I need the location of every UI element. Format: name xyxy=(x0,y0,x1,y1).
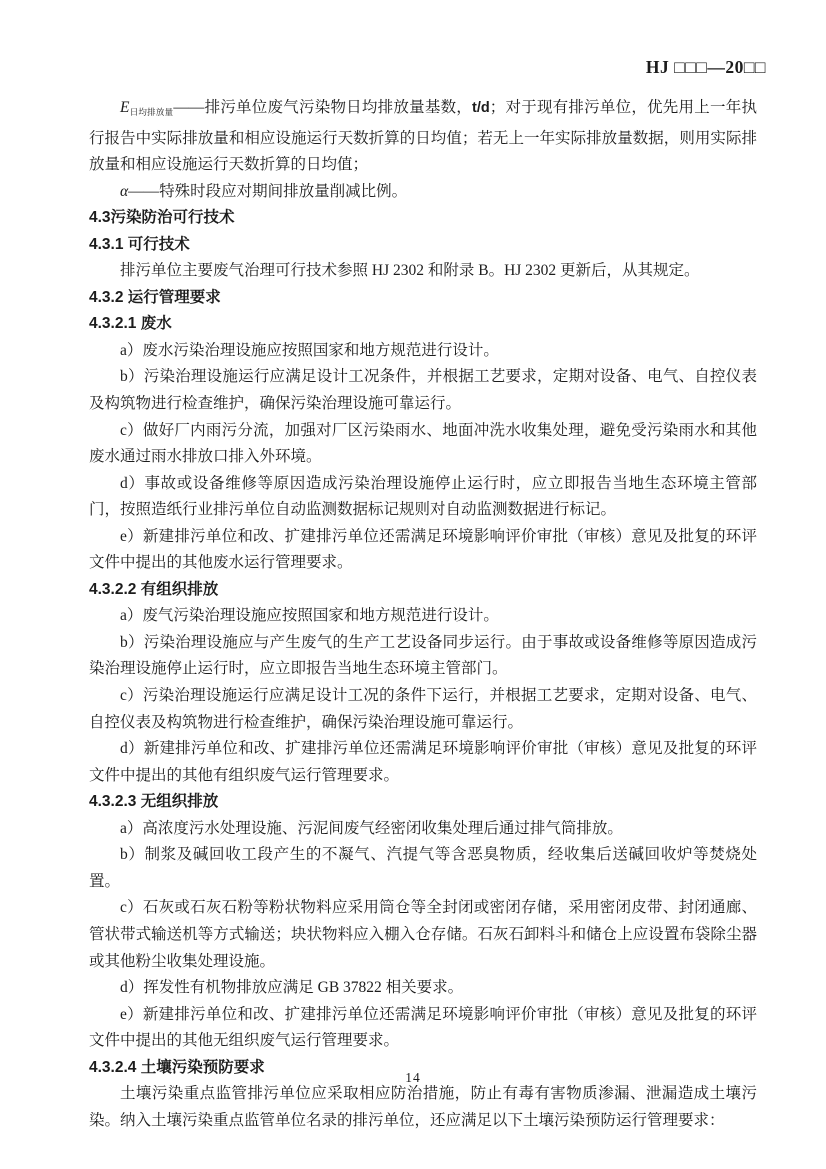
list-item-organized-b: b）污染治理设施应与产生废气的生产工艺设备同步运行。由于事故或设备维修等原因造成污染治理设施停止运行时，应立即报告当地生态环境主管部门。 xyxy=(89,633,757,678)
list-item-fugitive-e: e）新建排污单位和改、扩建排污单位还需满足环境影响评价审批（审核）意见及批复的环评文件中提出的其他无组织废气运行管理要求。 xyxy=(89,1005,757,1050)
paragraph-4-3-2-4: 土壤污染重点监管排污单位应采取相应防治措施，防止有毒有害物质渗漏、泄漏造成土壤污染。纳入土壤污染重点监管单位名录的排污单位，还应满足以下土壤污染预防运行管理要求： xyxy=(89,1085,757,1129)
section-heading-4-3-2-3: 4.3.2.3 无组织排放 xyxy=(89,793,219,811)
list-item-wastewater-b: b）污染治理设施运行应满足设计工况条件，并根据工艺要求，定期对设备、电气、自控仪表及构筑物进行检查维护，确保污染治理设施可靠运行。 xyxy=(89,368,757,413)
list-item-wastewater-e: e）新建排污单位和改、扩建排污单位还需满足环境影响评价审批（审核）意见及批复的环评文件中提出的其他废水运行管理要求。 xyxy=(89,527,757,572)
paragraph-4-3-1: 排污单位主要废气治理可行技术参照 HJ 2302 和附录 B。HJ 2302 更新后，从其规定。 xyxy=(120,262,700,280)
document-body xyxy=(89,95,757,1134)
list-item-wastewater-a: a）废水污染治理设施应按照国家和地方规范进行设计。 xyxy=(120,341,499,359)
section-heading-4-3-1: 4.3.1 可行技术 xyxy=(89,235,190,253)
definition-alpha-text: 特殊时段应对期间排放量削减比例。 xyxy=(159,182,408,200)
unit-td: t/d xyxy=(472,100,490,116)
list-item-fugitive-c: c）石灰或石灰石粉等粉状物料应采用筒仓等全封闭或密闭存储，采用密闭皮带、封闭通廊、管状带式输送机等方式输送；块状物料应入棚入仓存储。石灰石卸料斗和储仓上应设置布袋除尘器或其他粉尘收集处理设施。 xyxy=(89,899,757,970)
list-item-wastewater-c: c）做好厂内雨污分流，加强对厂区污染雨水、地面冲洗水收集处理，避免受污染雨水和其他废水通过雨水排放口排入外环境。 xyxy=(89,421,757,466)
definition-e xyxy=(89,95,757,179)
list-item-wastewater-d: d）事故或设备维修等原因造成污染治理设施停止运行时，应立即报告当地生态环境主管部门，按照造纸行业排污单位自动监测数据标记规则对自动监测数据进行标记。 xyxy=(89,474,757,519)
definition-e-text-after-unit: ；对于现有排污单位，优先用上一年执行报告中实际排放量和相应设施运行天数折算的日均值；若无上一年实际排放量数据，则用实际排放量和相应设施运行天数折算的日均值； xyxy=(89,99,757,174)
definition-e-text-before-unit: 排污单位废气污染物日均排放量基数， xyxy=(204,99,473,116)
standard-code-header: HJ □□□—20□□ xyxy=(645,57,766,77)
section-heading-4-3-2: 4.3.2 运行管理要求 xyxy=(89,288,221,306)
symbol-e: E xyxy=(120,99,130,116)
list-item-fugitive-b: b）制浆及碱回收工段产生的不凝气、汽提气等含恶臭物质，经收集后送碱回收炉等焚烧处置。 xyxy=(89,846,757,890)
section-heading-4-3: 4.3污染防治可行技术 xyxy=(89,209,235,227)
em-dash: —— xyxy=(173,99,205,116)
em-dash: —— xyxy=(128,182,160,200)
subscript-daily-emission: 日均排放量 xyxy=(129,107,174,117)
list-item-fugitive-a: a）高浓度污水处理设施、污泥间废气经密闭收集处理后通过排气筒排放。 xyxy=(120,819,623,837)
definition-alpha xyxy=(89,179,757,206)
section-heading-4-3-2-4: 4.3.2.4 土壤污染预防要求 xyxy=(89,1058,265,1076)
symbol-alpha: α xyxy=(120,182,129,200)
list-item-organized-d: d）新建排污单位和改、扩建排污单位还需满足环境影响评价审批（审核）意见及批复的环评文件中提出的其他有组织废气运行管理要求。 xyxy=(89,740,757,784)
section-heading-4-3-2-1: 4.3.2.1 废水 xyxy=(89,315,172,333)
section-heading-4-3-2-2: 4.3.2.2 有组织排放 xyxy=(89,580,219,598)
list-item-fugitive-d: d）挥发性有机物排放应满足 GB 37822 相关要求。 xyxy=(120,979,464,997)
list-item-organized-c: c）污染治理设施运行应满足设计工况的条件下运行，并根据工艺要求，定期对设备、电气、自控仪表及构筑物进行检查维护，确保污染治理设施可靠运行。 xyxy=(89,687,757,731)
list-item-organized-a: a）废气污染治理设施应按照国家和地方规范进行设计。 xyxy=(120,607,499,625)
page-number: 14 xyxy=(405,1070,421,1085)
